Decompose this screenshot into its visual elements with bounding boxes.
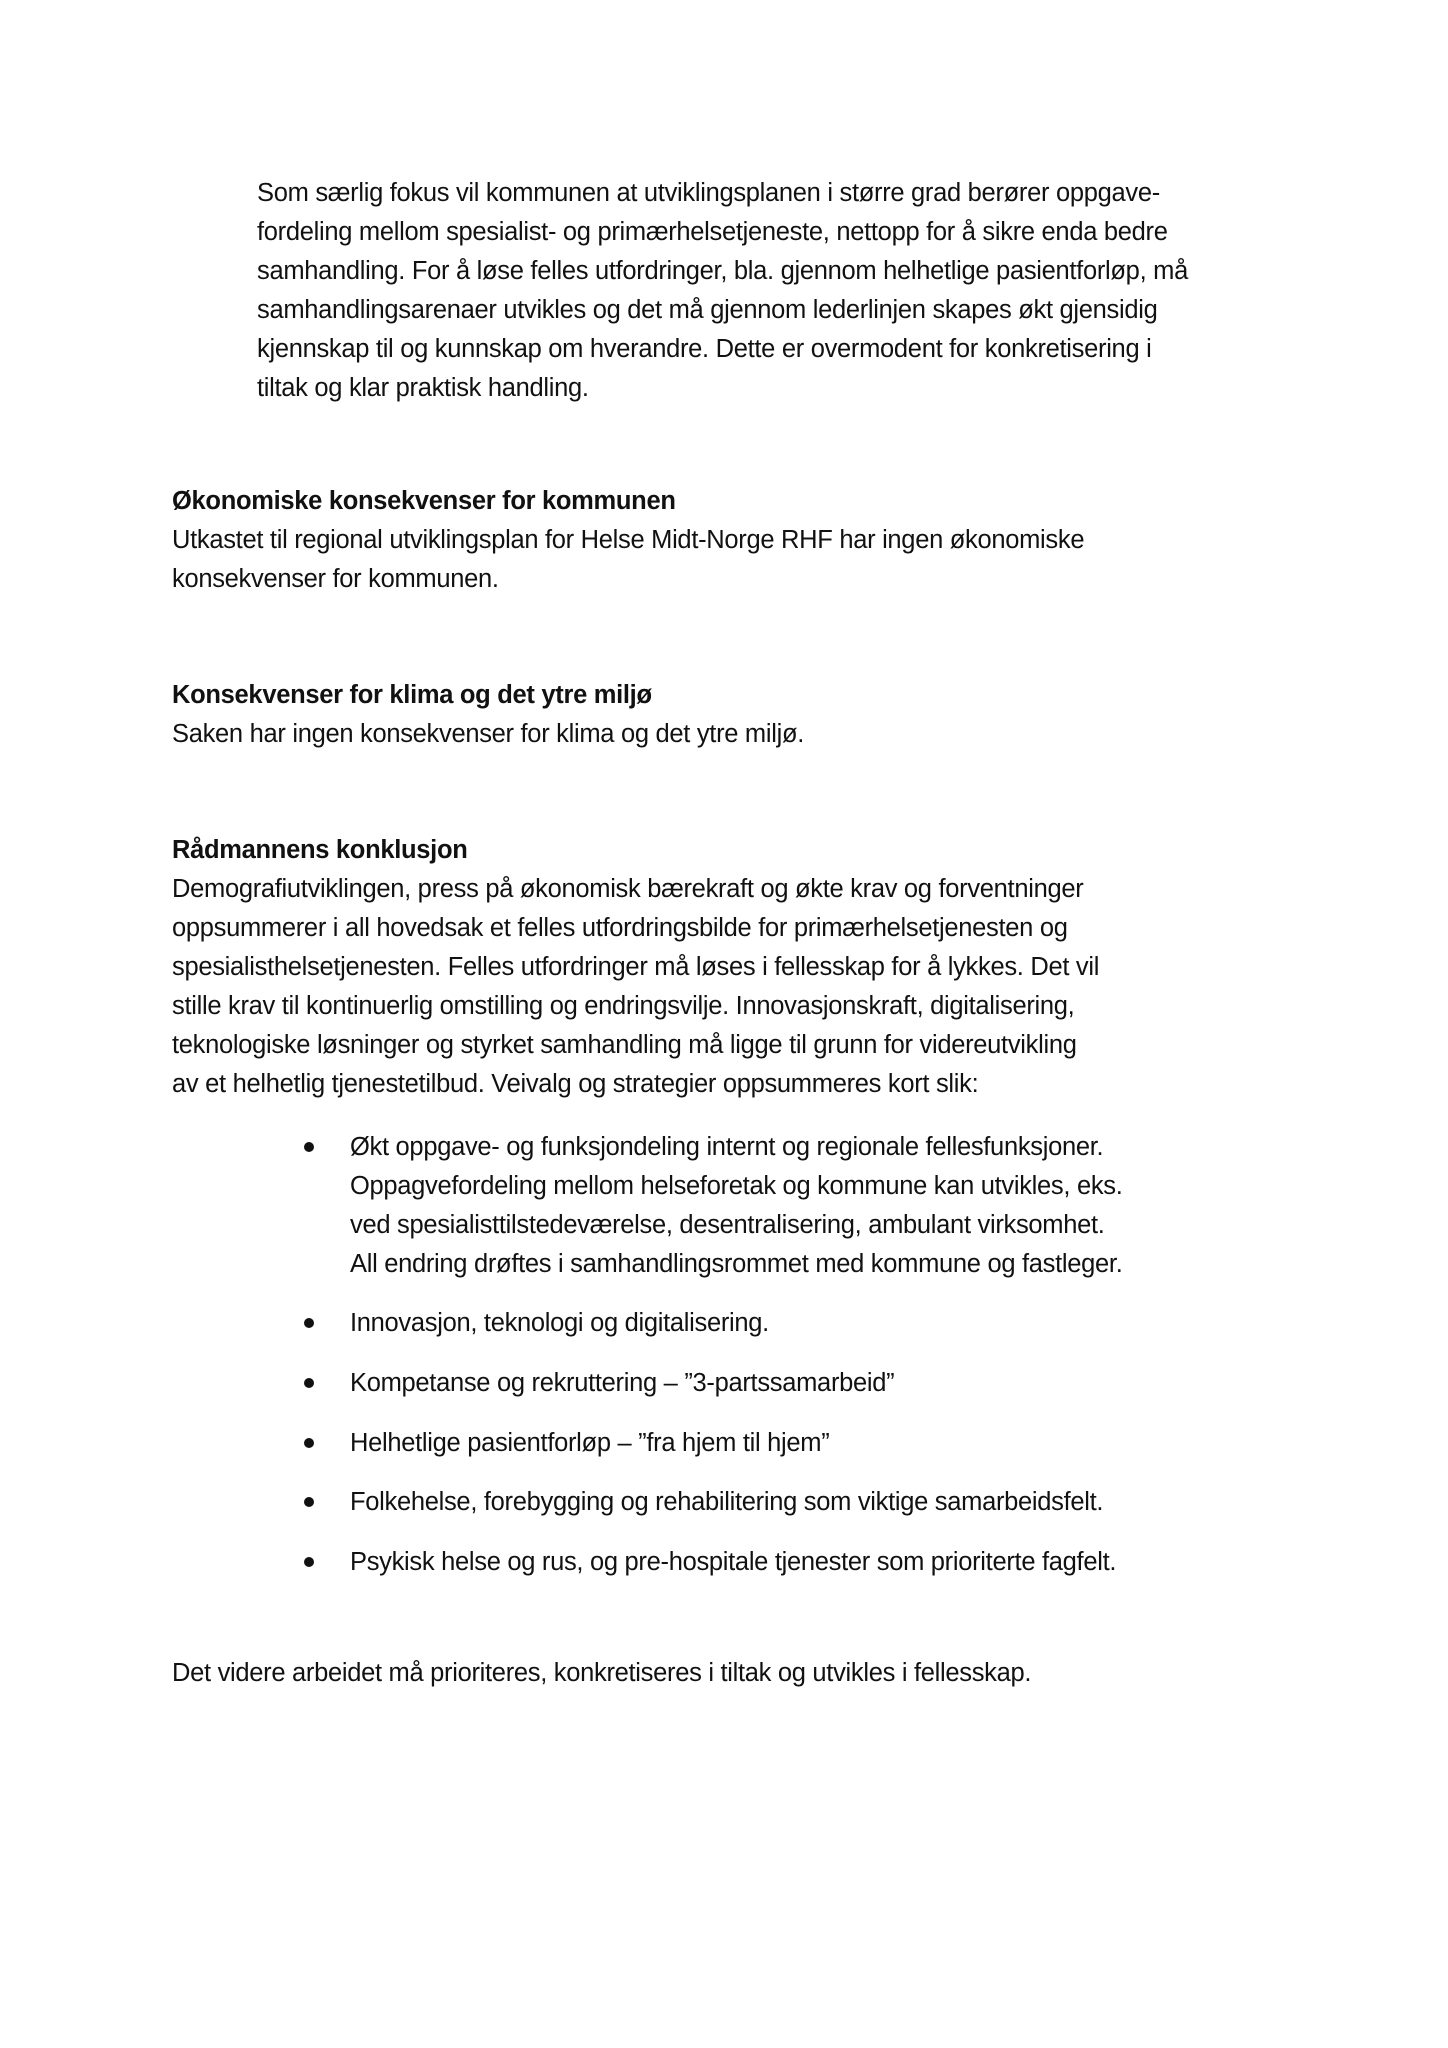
text-line: samhandlingsarenaer utvikles og det må gjennom lederlinjen skapes økt gjensidig: [257, 296, 1158, 324]
text-line: teknologiske løsninger og styrket samhandling må ligge til grunn for videreutvikling: [172, 1031, 1077, 1059]
section-heading: Rådmannens konklusjon: [172, 836, 468, 864]
section-heading: Konsekvenser for klima og det ytre miljø: [172, 681, 652, 709]
text-line: samhandling. For å løse felles utfordringer, bla. gjennom helhetlige pasientforløp, må: [257, 257, 1188, 285]
bullet-icon: [304, 1378, 314, 1388]
closing-text: Det videre arbeidet må prioriteres, konkretiseres i tiltak og utvikles i fellesskap.: [172, 1659, 1032, 1687]
text-line: Kompetanse og rekruttering – ”3-partssamarbeid”: [350, 1369, 895, 1397]
text-line: Saken har ingen konsekvenser for klima og det ytre miljø.: [172, 720, 805, 748]
section-heading: Økonomiske konsekvenser for kommunen: [172, 487, 676, 515]
text-line: Helhetlige pasientforløp – ”fra hjem til hjem”: [350, 1429, 830, 1457]
text-line: fordeling mellom spesialist- og primærhelsetjeneste, nettopp for å sikre enda bedre: [257, 218, 1168, 246]
text-line: Folkehelse, forebygging og rehabilitering som viktige samarbeidsfelt.: [350, 1488, 1104, 1516]
text-line: Oppagvefordeling mellom helseforetak og kommune kan utvikles, eks.: [350, 1172, 1123, 1200]
text-line: spesialisthelsetjenesten. Felles utfordringer må løses i fellesskap for å lykkes. Det vil: [172, 953, 1100, 981]
text-line: Demografiutviklingen, press på økonomisk bærekraft og økte krav og forventninger: [172, 875, 1084, 903]
text-line: oppsummerer i all hovedsak et felles utfordringsbilde for primærhelsetjenesten og: [172, 914, 1068, 942]
text-line: av et helhetlig tjenestetilbud. Veivalg og strategier oppsummeres kort slik:: [172, 1070, 979, 1098]
bullet-icon: [304, 1142, 314, 1152]
bullet-icon: [304, 1557, 314, 1567]
text-line: stille krav til kontinuerlig omstilling og endringsvilje. Innovasjonskraft, digitalisering,: [172, 992, 1075, 1020]
text-line: tiltak og klar praktisk handling.: [257, 374, 589, 402]
text-line: kjennskap til og kunnskap om hverandre. Dette er overmodent for konkretisering i: [257, 335, 1152, 363]
text-line: Som særlig fokus vil kommunen at utviklingsplanen i større grad berører oppgave-: [257, 179, 1160, 207]
bullet-icon: [304, 1318, 314, 1328]
text-line: Utkastet til regional utviklingsplan for Helse Midt-Norge RHF har ingen økonomiske: [172, 526, 1085, 554]
text-line: Innovasjon, teknologi og digitalisering.: [350, 1309, 769, 1337]
bullet-icon: [304, 1497, 314, 1507]
text-line: Økt oppgave- og funksjondeling internt og regionale fellesfunksjoner.: [350, 1133, 1104, 1161]
text-line: konsekvenser for kommunen.: [172, 565, 499, 593]
text-line: ved spesialisttilstedeværelse, desentralisering, ambulant virksomhet.: [350, 1211, 1105, 1239]
text-line: Psykisk helse og rus, og pre-hospitale tjenester som prioriterte fagfelt.: [350, 1548, 1117, 1576]
text-line: All endring drøftes i samhandlingsrommet med kommune og fastleger.: [350, 1250, 1123, 1278]
bullet-icon: [304, 1438, 314, 1448]
